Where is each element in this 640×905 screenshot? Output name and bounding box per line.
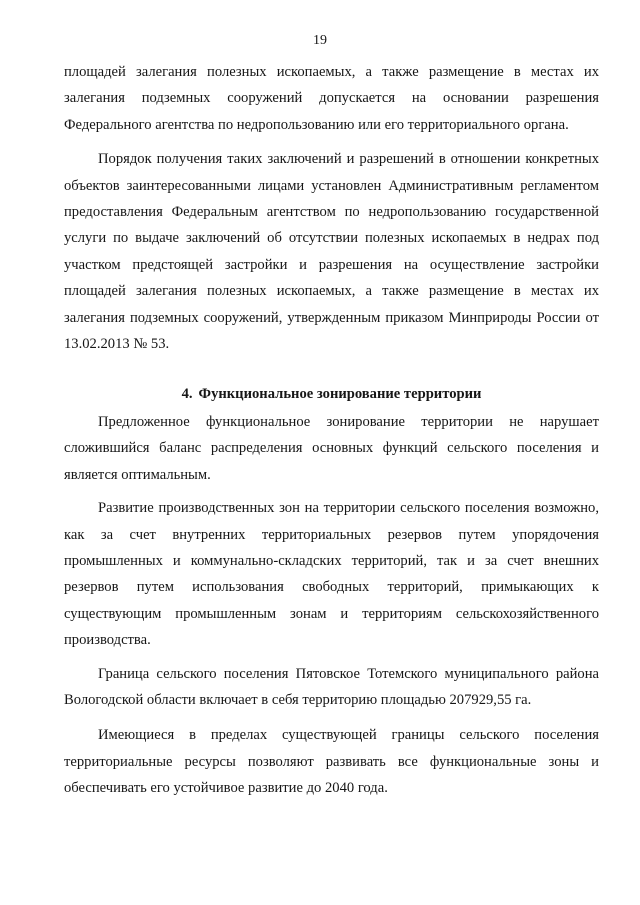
section-title: Функциональное зонирование территории	[198, 386, 482, 403]
paragraph-continuation: площадей залегания полезных ископаемых, а также размещение в местах их залегания подземных сооружений допускается на основании разрешения Федерального агентства по недропользованию или его территориального органа.	[64, 64, 599, 133]
paragraph-industrial-zones: Развитие производственных зон на территории сельского поселения возможно, как за счет внутренних территориальных резервов путем упорядочения промышленных и коммунально-складских территорий, так и за счет внешних резервов путем использования свободных территорий, примыкающих к существующим промышленным зонам и территориям сельскохозяйственного производства.	[64, 500, 599, 649]
page-number: 19	[313, 33, 327, 48]
paragraph-resources: Имеющиеся в пределах существующей границы сельского поселения территориальные ресурсы позволяют развивать все функциональные зоны и обеспечивать его устойчивое развитие до 2040 года.	[64, 727, 599, 797]
paragraph-boundary: Граница сельского поселения Пятовское Тотемского муниципального района Вологодской области включает в себя территорию площадью 207929,55 га.	[64, 665, 599, 708]
section-number: 4.	[181, 386, 193, 403]
section-heading	[64, 381, 599, 407]
paragraph-zoning: Предложенное функциональное зонирование территории не нарушает сложившийся баланс распределения основных функций сельского поселения и является оптимальным.	[64, 413, 599, 483]
document-body	[64, 59, 599, 802]
paragraph-procedure: Порядок получения таких заключений и разрешений в отношении конкретных объектов заинтересованными лицами установлен Административным регламентом предоставления Федеральным агентством по недропользованию государственной услуги по выдаче заключений об отсутствии полезных ископаемых в недрах под участком предстоящей застройки и разрешения на осуществление застройки площадей залегания полезных ископаемых, а также размещение в местах их залегания подземных сооружений, утвержденным приказом Минприроды России от 13.02.2013 № 53.	[64, 151, 599, 353]
